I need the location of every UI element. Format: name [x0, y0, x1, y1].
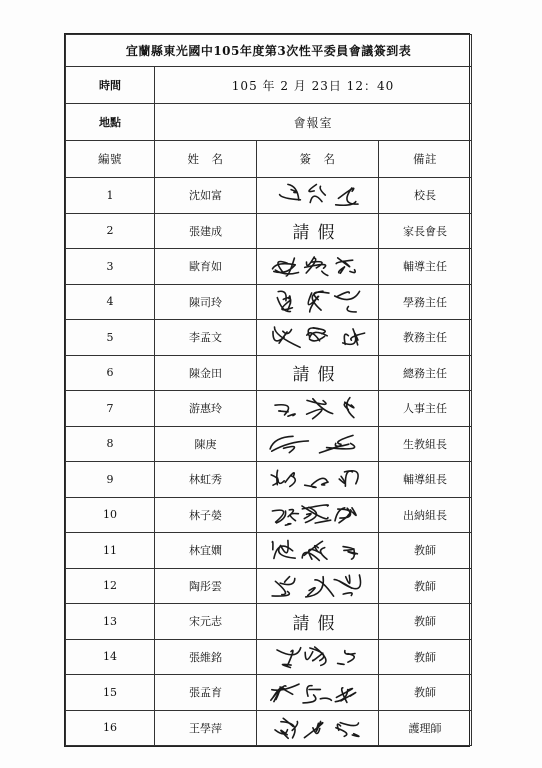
document-title: 宜蘭縣東光國中105年度第3次性平委員會議簽到表	[66, 35, 472, 67]
place-label: 地點	[66, 104, 155, 141]
sign-in-sheet	[64, 33, 470, 747]
row-note: 教師	[379, 533, 472, 569]
signature-cell	[257, 462, 379, 498]
row-note: 學務主任	[379, 284, 472, 320]
leave-note: 請假	[292, 223, 343, 244]
row-note: 家長會長	[379, 213, 472, 249]
handwritten-signature	[264, 287, 372, 317]
table-row	[66, 639, 472, 675]
row-note: 出納組長	[379, 497, 472, 533]
row-name: 歐育如	[155, 249, 257, 285]
time-value: 105 年 2 月 23日 12：40	[155, 67, 472, 104]
row-note: 生教組長	[379, 426, 472, 462]
row-name: 陳庚	[155, 426, 257, 462]
row-name: 張維銘	[155, 639, 257, 675]
row-note: 總務主任	[379, 355, 472, 391]
row-name: 林宜嫺	[155, 533, 257, 569]
table-row	[66, 213, 472, 249]
row-note: 校長	[379, 178, 472, 214]
row-number: 3	[66, 249, 155, 285]
row-number: 12	[66, 568, 155, 604]
handwritten-signature	[264, 677, 372, 707]
signature-cell	[257, 426, 379, 462]
signature-cell	[257, 213, 379, 249]
table-row	[66, 462, 472, 498]
column-header-row	[66, 141, 472, 178]
table-row	[66, 604, 472, 640]
row-number: 9	[66, 462, 155, 498]
handwritten-signature	[264, 180, 372, 210]
signature-cell	[257, 639, 379, 675]
row-note: 教師	[379, 568, 472, 604]
handwritten-signature	[264, 251, 372, 281]
row-name: 宋元志	[155, 604, 257, 640]
header-name: 姓 名	[155, 141, 257, 178]
row-number: 4	[66, 284, 155, 320]
row-name: 沈如富	[155, 178, 257, 214]
row-name: 張建成	[155, 213, 257, 249]
table-row	[66, 355, 472, 391]
table-row	[66, 675, 472, 711]
row-note: 教師	[379, 604, 472, 640]
signature-cell	[257, 355, 379, 391]
table-row	[66, 320, 472, 356]
row-note: 護理師	[379, 710, 472, 746]
header-sign: 簽 名	[257, 141, 379, 178]
row-number: 14	[66, 639, 155, 675]
handwritten-signature	[264, 642, 372, 672]
row-name: 陶彤雲	[155, 568, 257, 604]
signature-cell	[257, 710, 379, 746]
row-name: 林子嫈	[155, 497, 257, 533]
row-note: 輔導主任	[379, 249, 472, 285]
row-note: 教師	[379, 639, 472, 675]
handwritten-signature	[264, 393, 372, 423]
leave-note: 請假	[292, 365, 343, 386]
handwritten-signature	[264, 713, 372, 743]
table-row	[66, 533, 472, 569]
row-name: 張孟育	[155, 675, 257, 711]
row-note: 教師	[379, 675, 472, 711]
time-label: 時間	[66, 67, 155, 104]
table-row	[66, 249, 472, 285]
table-row	[66, 568, 472, 604]
header-note: 備註	[379, 141, 472, 178]
row-name: 李孟文	[155, 320, 257, 356]
row-note: 教務主任	[379, 320, 472, 356]
handwritten-signature	[264, 464, 372, 494]
signature-cell	[257, 533, 379, 569]
signature-cell	[257, 675, 379, 711]
signature-cell	[257, 284, 379, 320]
signature-cell	[257, 497, 379, 533]
place-value: 會報室	[155, 104, 472, 141]
row-number: 15	[66, 675, 155, 711]
row-number: 2	[66, 213, 155, 249]
row-number: 11	[66, 533, 155, 569]
signature-cell	[257, 568, 379, 604]
sign-in-table	[65, 34, 472, 746]
signature-cell	[257, 178, 379, 214]
table-row	[66, 426, 472, 462]
row-number: 16	[66, 710, 155, 746]
header-no: 編號	[66, 141, 155, 178]
row-number: 1	[66, 178, 155, 214]
row-number: 6	[66, 355, 155, 391]
row-name: 林虹秀	[155, 462, 257, 498]
row-name: 陳金田	[155, 355, 257, 391]
handwritten-signature	[264, 500, 372, 530]
table-row	[66, 497, 472, 533]
table-row	[66, 178, 472, 214]
handwritten-signature	[264, 429, 372, 459]
row-name: 陳司玲	[155, 284, 257, 320]
row-note: 輔導組長	[379, 462, 472, 498]
table-row	[66, 284, 472, 320]
handwritten-signature	[264, 571, 372, 601]
signature-cell	[257, 320, 379, 356]
signature-cell	[257, 604, 379, 640]
row-number: 7	[66, 391, 155, 427]
row-name: 游惠玲	[155, 391, 257, 427]
row-number: 13	[66, 604, 155, 640]
leave-note: 請假	[292, 613, 343, 634]
table-row	[66, 710, 472, 746]
row-note: 人事主任	[379, 391, 472, 427]
handwritten-signature	[264, 322, 372, 352]
signature-cell	[257, 249, 379, 285]
handwritten-signature	[264, 535, 372, 565]
signature-cell	[257, 391, 379, 427]
row-name: 王學萍	[155, 710, 257, 746]
row-number: 5	[66, 320, 155, 356]
table-row	[66, 391, 472, 427]
row-number: 8	[66, 426, 155, 462]
row-number: 10	[66, 497, 155, 533]
